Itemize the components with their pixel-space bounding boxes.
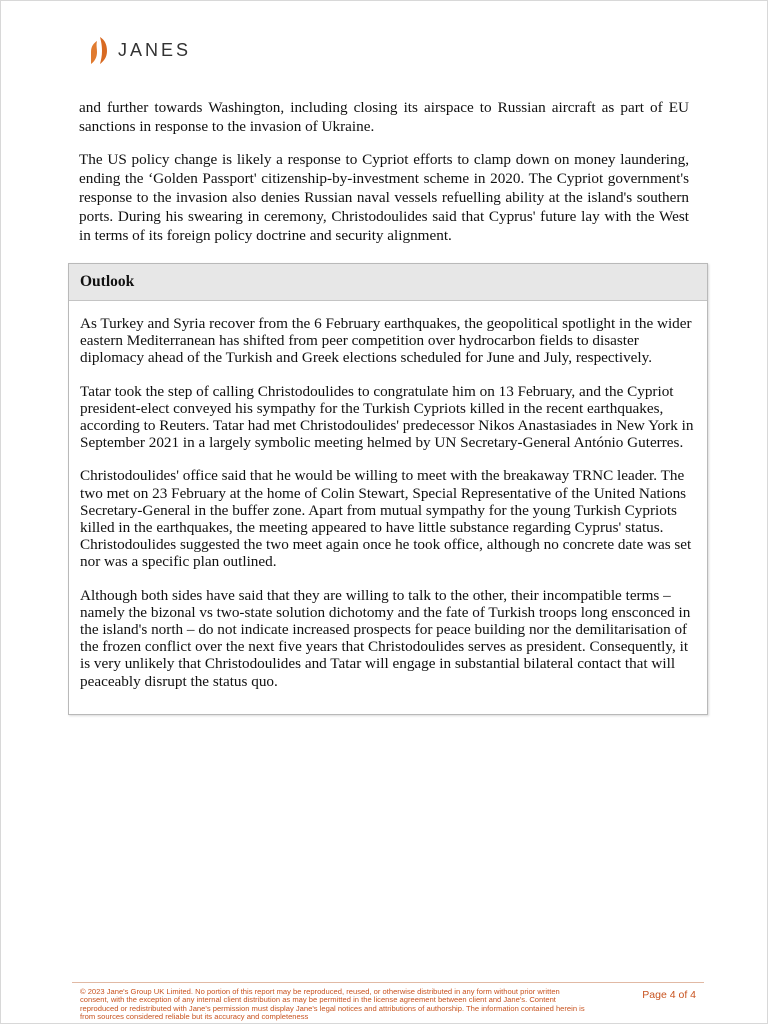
- body-paragraph: The US policy change is likely a response to Cypriot efforts to clamp down on money laundering, ending the ‘Golden Passport' citizenship-by-investment scheme in 2020. The Cypriot government's response to the invasion also denies Russian naval vessels refuelling ability at the island's southern ports. During his swearing in ceremony, Christodoulides said that Cyprus' future lay with the West in terms of its foreign policy doctrine and security alignment.: [79, 151, 689, 244]
- outlook-box: [68, 263, 708, 715]
- footer-legal-notice: © 2023 Jane's Group UK Limited. No portion of this report may be reproduced, reused, or otherwise distributed in any form without prior written consent, with the exception of any internal client distribution as may be permitted in the license agreement between client and Jane's. Content reproduced or redistributed with Jane's permission must display Jane's legal notices and attributions of authorship. The information contained herein is from sources considered reliable but its accuracy and completeness: [80, 987, 585, 1022]
- outlook-paragraph: As Turkey and Syria recover from the 6 February earthquakes, the geopolitical spotlight in the wider eastern Mediterranean has shifted from peer competition over hydrocarbon fields to disaster diplomacy ahead of the Turkish and Greek elections scheduled for June and July, respectively.: [80, 315, 692, 367]
- outlook-paragraph: Christodoulides' office said that he would be willing to meet with the breakaway TRNC leader. The two met on 23 February at the home of Colin Stewart, Special Representative of the United Nations Secretary-General in the buffer zone. Apart from mutual sympathy for the young Turkish Cypriots killed in the earthquakes, the meeting appeared to have little substance regarding Cyprus' status. Christodoulides suggested the two meet again once he took office, although no concrete date was set nor was a specific plan outlined.: [80, 467, 692, 571]
- outlook-paragraph: Tatar took the step of calling Christodoulides to congratulate him on 13 February, and the Cypriot president-elect conveyed his sympathy for the Turkish Cypriots killed in the recent earthquakes, according to Reuters. Tatar had met Christodoulides' predecessor Nikos Anastasiades in New York in September 2021 in a largely symbolic meeting helmed by UN Secretary-General António Guterres.: [80, 382, 694, 452]
- outlook-body: [69, 301, 707, 690]
- page-header: [88, 34, 191, 66]
- page-footer: [72, 982, 704, 1022]
- janes-flame-logo-icon: [88, 35, 110, 65]
- body-paragraph: and further towards Washington, including closing its airspace to Russian aircraft as part of EU sanctions in response to the invasion of Ukraine.: [79, 99, 689, 135]
- page-number: Page 4 of 4: [642, 989, 696, 1001]
- outlook-paragraph: Although both sides have said that they are willing to talk to the other, their incompatible terms – namely the bizonal vs two-state solution dichotomy and the fate of Turkish troops long ensconced in the island's north – do not indicate increased prospects for peace building nor the demilitarisation of the frozen conflict over the next five years that Christodoulides serves as president. Consequently, it is very unlikely that Christodoulides and Tatar will engage in substantial bilateral contact that will peaceably disrupt the status quo.: [80, 586, 691, 690]
- brand-name: JANES: [118, 39, 192, 60]
- outlook-title: Outlook: [69, 264, 707, 301]
- body-text: [79, 98, 689, 259]
